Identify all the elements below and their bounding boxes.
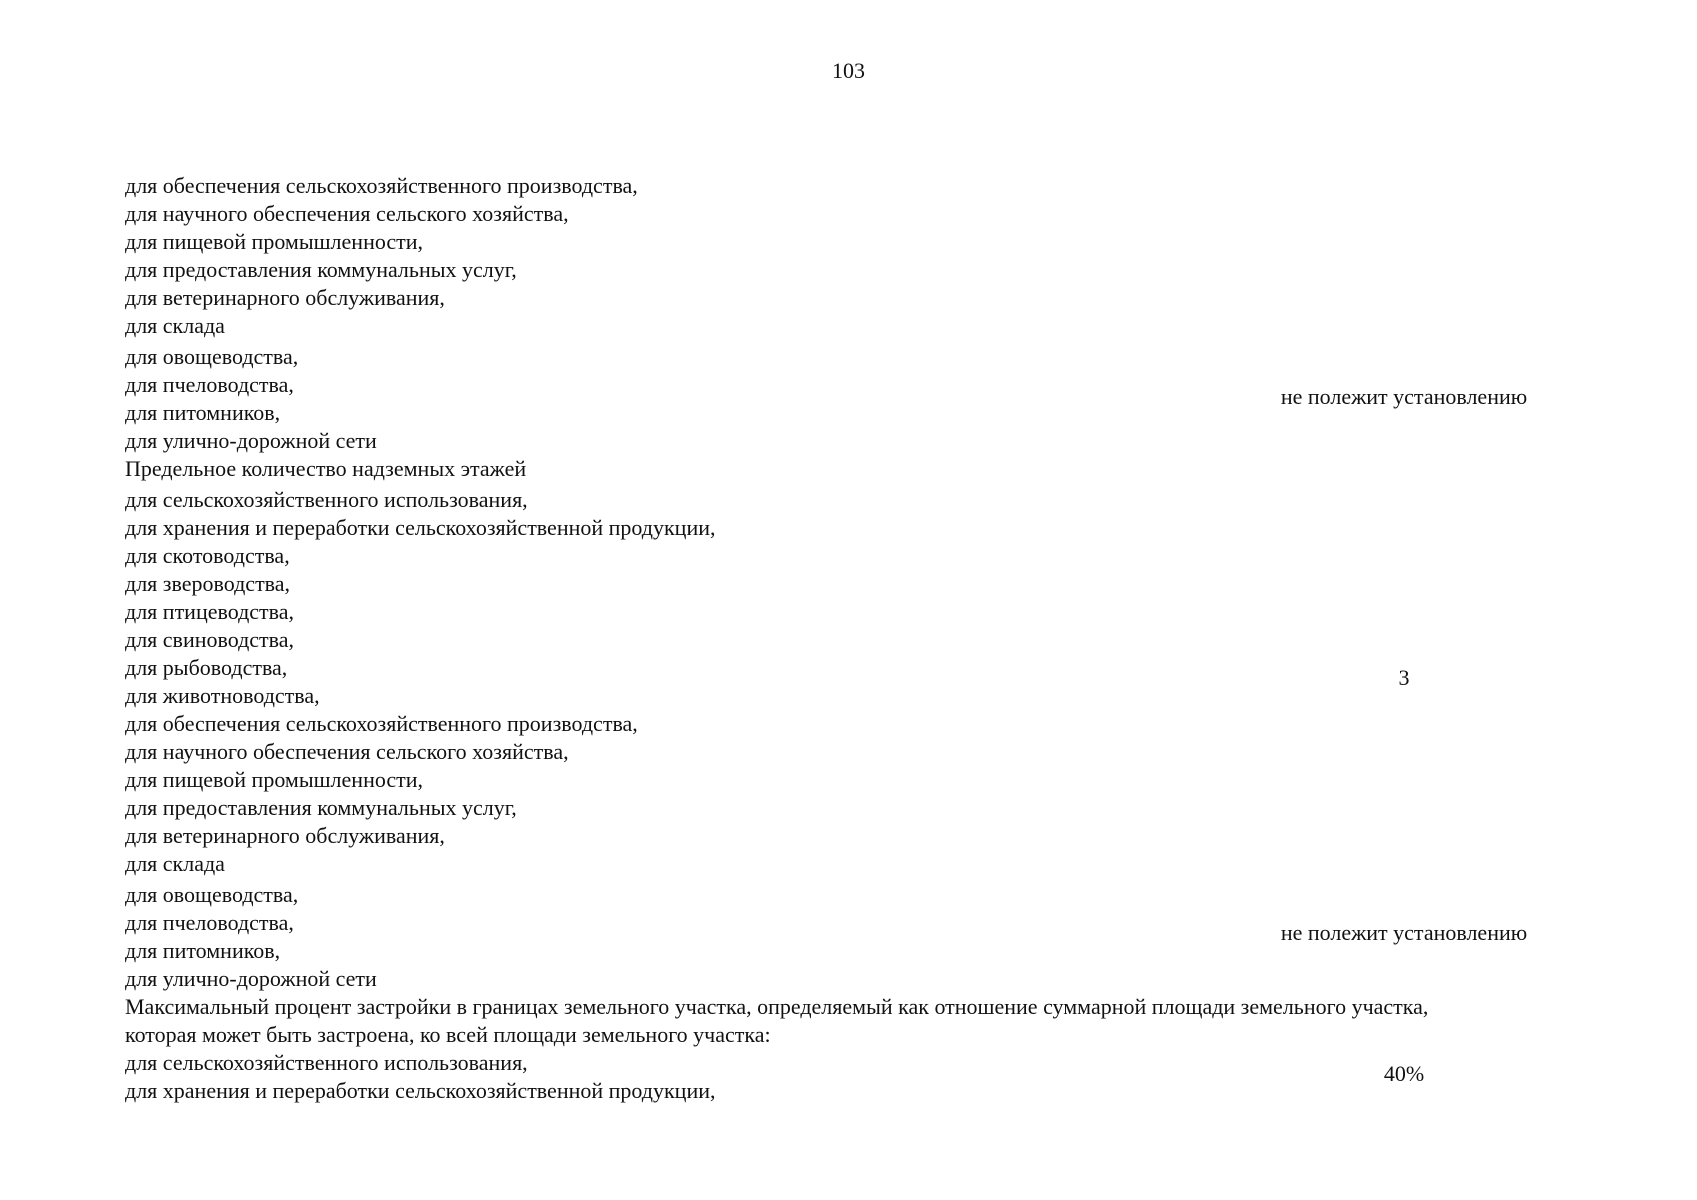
text-line: для овощеводства, (125, 882, 299, 907)
text-line: для свиноводства, (125, 627, 295, 652)
text-line: для овощеводства, (125, 344, 299, 369)
text-line: для предоставления коммунальных услуг, (125, 795, 517, 820)
section-heading-percent-cont: которая может быть застроена, ко всей площади земельного участка: (125, 1022, 771, 1047)
text-line: для сельскохозяйственного использования, (125, 487, 528, 512)
text-line: для обеспечения сельскохозяйственного производства, (125, 711, 638, 736)
text-line: для питомников, (125, 938, 281, 963)
text-line: для научного обеспечения сельского хозяйства, (125, 739, 569, 764)
text-line: для склада (125, 851, 225, 876)
text-line: для обеспечения сельскохозяйственного производства, (125, 173, 638, 198)
value-not-subject: не полежит установлению (1280, 384, 1528, 409)
page-number: 103 (832, 58, 865, 83)
text-line: для питомников, (125, 400, 281, 425)
value-percent: 40% (1383, 1061, 1425, 1086)
text-line: для рыбоводства, (125, 655, 288, 680)
text-line: для улично-дорожной сети (125, 966, 377, 991)
document-body (125, 172, 1585, 1105)
section-heading-floors: Предельное количество надземных этажей (125, 456, 527, 481)
text-line: для улично-дорожной сети (125, 428, 377, 453)
text-line: для хранения и переработки сельскохозяйственной продукции, (125, 515, 716, 540)
value-not-subject: не полежит установлению (1280, 920, 1528, 945)
text-line: для пищевой промышленности, (125, 767, 424, 792)
text-line: для животноводства, (125, 683, 320, 708)
text-line: для ветеринарного обслуживания, (125, 285, 445, 310)
text-line: для пчеловодства, (125, 910, 294, 935)
text-line: для хранения и переработки сельскохозяйственной продукции, (125, 1078, 716, 1103)
text-line: для предоставления коммунальных услуг, (125, 257, 517, 282)
text-line: для ветеринарного обслуживания, (125, 823, 445, 848)
text-line: для склада (125, 313, 225, 338)
text-line: для пищевой промышленности, (125, 229, 424, 254)
text-line: для птицеводства, (125, 599, 295, 624)
text-line: для пчеловодства, (125, 372, 294, 397)
text-line: для скотоводства, (125, 543, 290, 568)
text-line: для звероводства, (125, 571, 291, 596)
text-line: для сельскохозяйственного использования, (125, 1050, 528, 1075)
section-heading-percent: Максимальный процент застройки в границах земельного участка, определяемый как отношение суммарной площади земельного участка, (125, 994, 1429, 1019)
value-floors-count: 3 (1398, 665, 1410, 690)
text-line: для научного обеспечения сельского хозяйства, (125, 201, 569, 226)
